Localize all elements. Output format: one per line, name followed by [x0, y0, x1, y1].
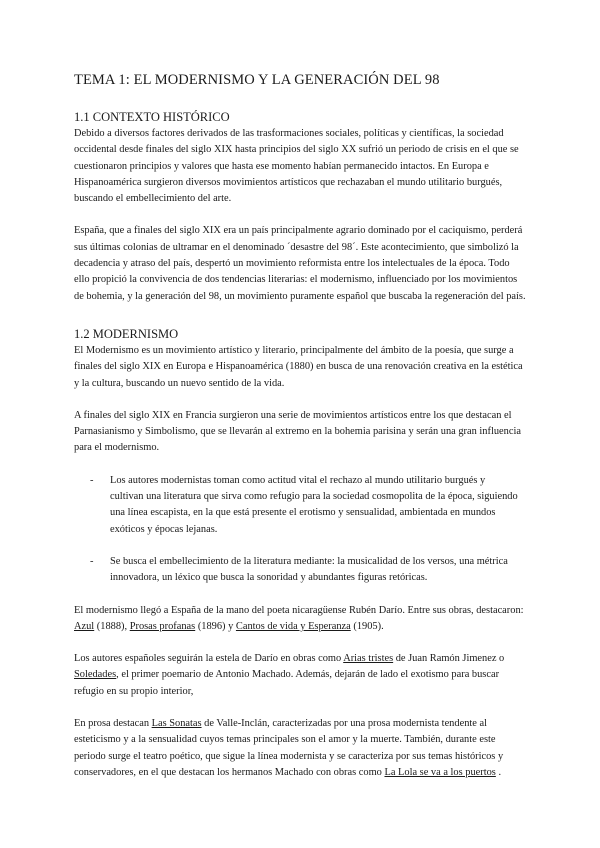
text: de Valle-Inclán, caracterizadas por una prosa modernista tendente al esteticismo y a la sensualidad cuyos temas principales son el amor y la muerte. También, durante este periodo surge el teatro poético, que sigue la línea modernista y se caracteriza por sus temas históricos y conservadores, en el que destacan los hermanos Machado con obras como — [74, 718, 504, 778]
text: Los autores españoles seguirán la estela de Darío en obras como — [74, 653, 344, 665]
text: El modernismo llegó a España de la mano del poeta nicaragüense Rubén Darío. Entre sus obras, destacaron: — [74, 604, 524, 616]
paragraph-modernismo-1: El Modernismo es un movimiento artístico y literario, principalmente del ámbito de la poesía, que surge a finales del siglo XIX en Europa e Hispanoamérica (1880) en busca de una renovación creativa en la estética y la cultura, buscando un nuevo sentido de la vida. — [74, 344, 523, 389]
paragraph-contexto-2: España, que a finales del siglo XIX era un país principalmente agrario dominado por el caciquismo, perderá sus últimas colonias de ultramar en el denominado ´desastre del 98´. Este acontecimiento, que simbolizó la decadencia y atraso del país, despertó un movimiento reformista entre los intelectuales de la época. Todo ello propició la convivencia de dos tendencias literarias: el modernismo, influenciado por los movimientos de bohemia, y la generación del 98, un movimiento puramente español que buscaba la regeneración del país. — [74, 225, 526, 302]
work-title-la-lola: La Lola se va a los puertos — [384, 766, 496, 778]
paragraph-modernismo-2: A finales del siglo XIX en Francia surgieron una serie de movimientos artísticos entre los que destacan el Parnasianismo y Simbolismo, que se llevarán al extremo en la bohemia parisina y serán una gran influencia para el modernismo. — [74, 409, 521, 454]
text: . — [495, 766, 502, 778]
section-heading-modernismo: 1.2 MODERNISMO — [74, 326, 179, 341]
bullet-list — [74, 473, 526, 587]
text: (1896) y — [195, 620, 236, 632]
work-title-soledades: Soledades — [74, 669, 117, 681]
work-title-cantos-de-vida: Cantos de vida y Esperanza — [235, 620, 351, 632]
text: En prosa destacan — [74, 718, 152, 730]
text: (1888), — [94, 620, 130, 632]
paragraph-dario — [74, 603, 526, 636]
text: de Juan Ramón Jimenez o — [393, 653, 505, 665]
text: , el primer poemario de Antonio Machado. Además, dejarán de lado el exotismo para buscar refugio en su propio interior, — [74, 669, 500, 697]
bullet-item: - Los autores modernistas toman como actitud vital el rechazo al mundo utilitario burgués y cultivan una literatura que sirva como refugio para la sociedad cosmopolita de la época, siguiendo una línea escapista, en la que está presente el erotismo y sensualidad, ambientada en mundos exóticos y épocas lejanas. — [74, 473, 526, 538]
section-heading-contexto: 1.1 CONTEXTO HISTÓRICO — [74, 110, 230, 124]
work-title-las-sonatas: Las Sonatas — [151, 718, 202, 730]
work-title-arias-tristes: Arias tristes — [343, 653, 394, 665]
bullet-item: - Se busca el embellecimiento de la literatura mediante: la musicalidad de los versos, una métrica innovadora, un léxico que busca la sonoridad y abundantes figuras retóricas. — [74, 554, 526, 587]
paragraph-contexto-1: Debido a diversos factores derivados de las trasformaciones sociales, políticas y científicas, la sociedad occidental desde finales del siglo XIX hasta principios del siglo XX sufrió un periodo de crisis en el que se cuestionaron principios y valores que hasta ese momento habían permanecido intactos. En Europa e Hispanoamérica surgieron diversos movimientos artísticos que rechazaban el mundo utilitario burgués, buscando el embellecimiento del arte. — [74, 128, 519, 205]
paragraph-autores-espanoles — [74, 651, 526, 700]
text: (1905). — [350, 620, 384, 632]
work-title-prosas-profanas: Prosas profanas — [129, 620, 196, 632]
page-title: TEMA 1: EL MODERNISMO Y LA GENERACIÓN DEL 98 — [74, 72, 440, 88]
paragraph-prosa — [74, 716, 526, 781]
work-title-azul: Azul — [74, 620, 95, 632]
